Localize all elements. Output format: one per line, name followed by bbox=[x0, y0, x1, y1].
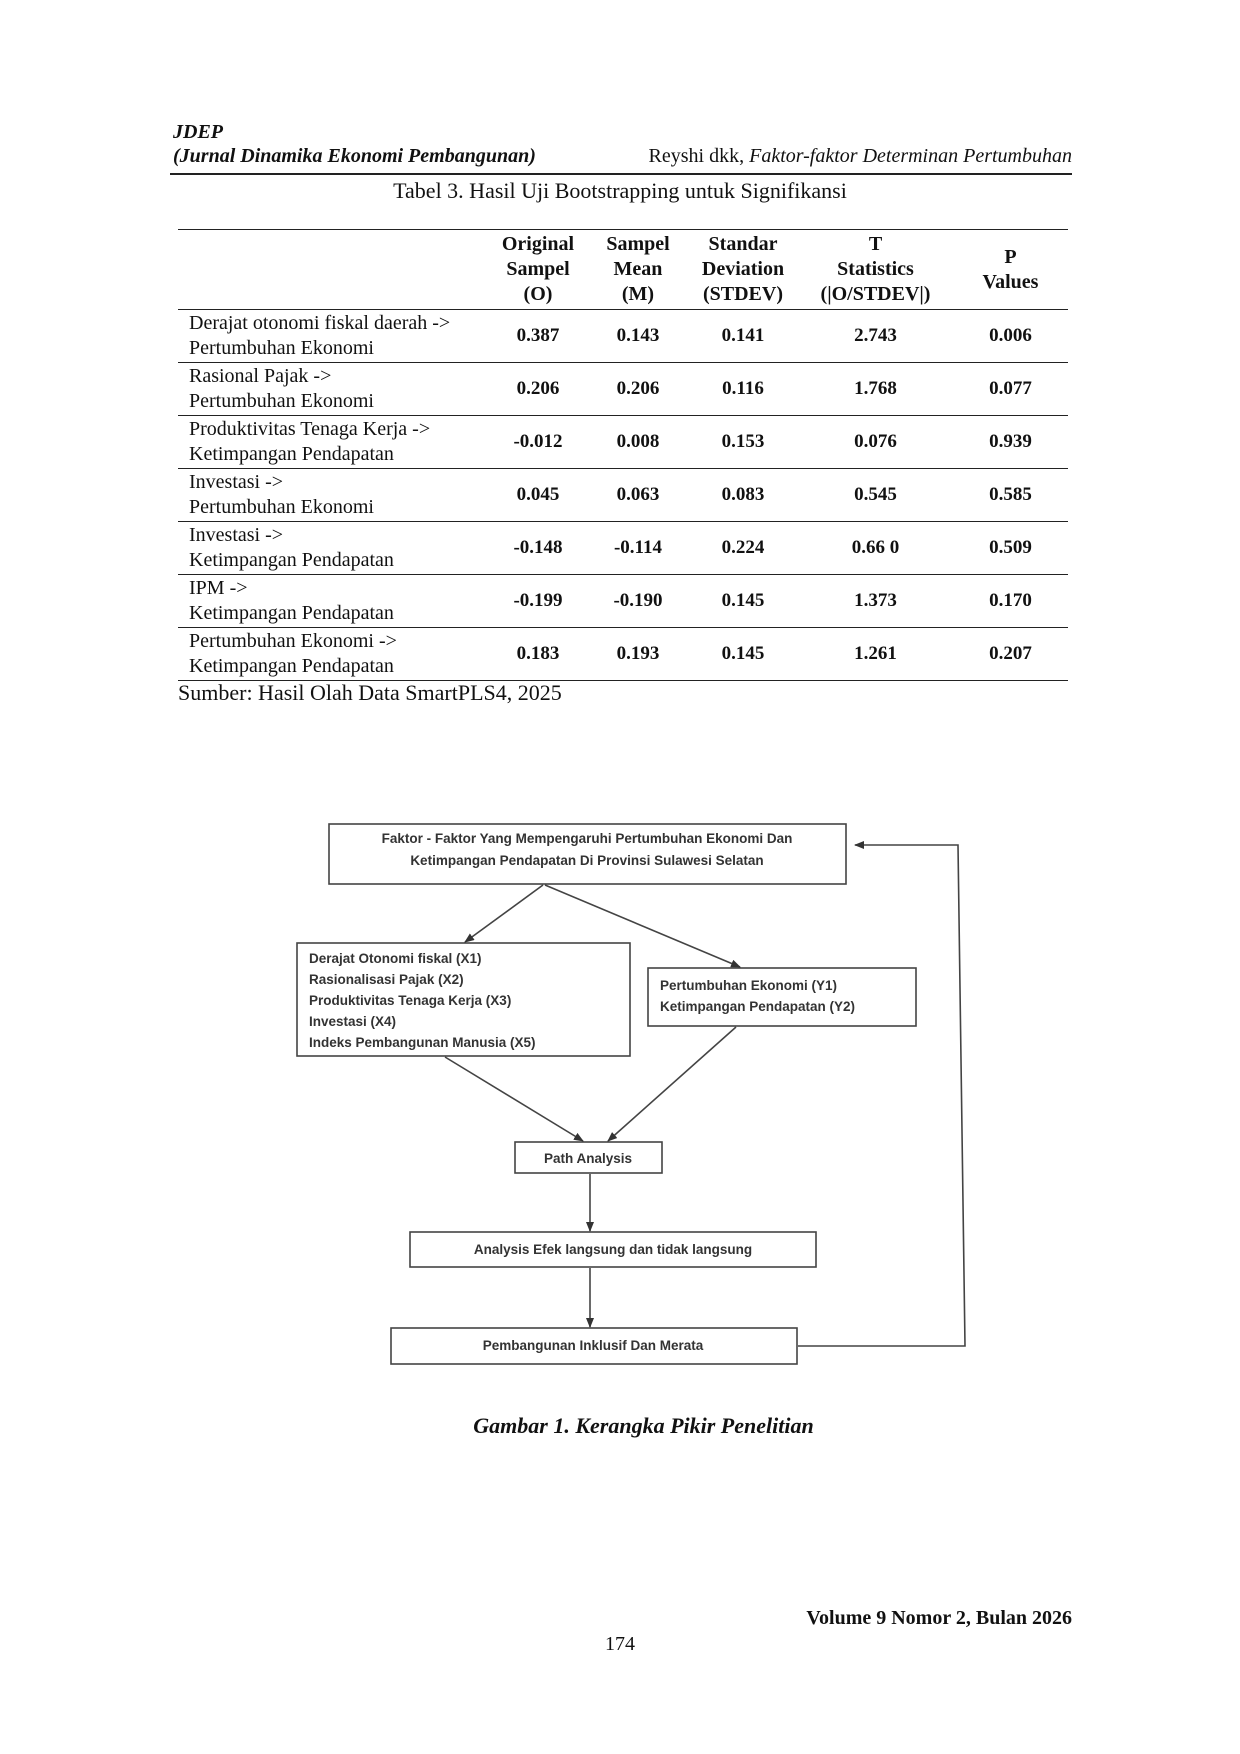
effect-analysis-label: Analysis Efek langsung dan tidak langsung bbox=[473, 1242, 753, 1257]
header-original-sample: Original Sampel (O) bbox=[501, 233, 575, 305]
feedback-arrow bbox=[798, 845, 965, 1346]
cell-p: 0.585 bbox=[989, 484, 1032, 505]
cell-mean: 0.008 bbox=[616, 431, 660, 452]
cell-p: 0.006 bbox=[989, 325, 1032, 346]
cell-t: 1.768 bbox=[854, 378, 897, 399]
path-analysis-label: Path Analysis bbox=[543, 1151, 633, 1166]
row-label: Rasional Pajak -> Pertumbuhan Ekonomi bbox=[189, 365, 374, 412]
arrow-top-to-variables bbox=[465, 885, 543, 942]
row-label: Produktivitas Tenaga Kerja -> Ketimpangan Pendapatan bbox=[189, 418, 431, 465]
outcomes-box bbox=[648, 968, 916, 1026]
cell-original: 0.045 bbox=[516, 484, 560, 505]
cell-original: -0.012 bbox=[513, 431, 563, 452]
cell-t: 1.373 bbox=[854, 590, 897, 611]
volume-info: Volume 9 Nomor 2, Bulan 2026 bbox=[806, 1607, 1072, 1629]
cell-original: 0.387 bbox=[516, 325, 560, 346]
cell-p: 0.170 bbox=[989, 590, 1032, 611]
header-p-values: P Values bbox=[982, 245, 1039, 293]
cell-mean: -0.190 bbox=[613, 590, 663, 611]
header-sample-mean: Sampel Mean (M) bbox=[606, 233, 670, 305]
cell-original: 0.183 bbox=[516, 643, 560, 664]
header-t-statistics: T Statistics (|O/STDEV|) bbox=[820, 233, 931, 305]
variable-x5: Indeks Pembangunan Manusia (X5) bbox=[309, 1035, 536, 1050]
header-stdev: Standar Deviation (STDEV) bbox=[701, 233, 785, 305]
row-label: Investasi -> Ketimpangan Pendapatan bbox=[189, 524, 394, 571]
row-label: Derajat otonomi fiskal daerah -> Pertumbuhan Ekonomi bbox=[189, 312, 451, 359]
final-box-label: Pembangunan Inklusif Dan Merata bbox=[482, 1338, 704, 1353]
cell-mean: 0.063 bbox=[616, 484, 660, 505]
row-label: IPM -> Ketimpangan Pendapatan bbox=[189, 577, 394, 624]
cell-original: -0.199 bbox=[513, 590, 563, 611]
top-box-line2: Ketimpangan Pendapatan Di Provinsi Sulawesi Selatan bbox=[410, 853, 764, 868]
row-label: Investasi -> Pertumbuhan Ekonomi bbox=[189, 471, 374, 518]
variable-x3: Produktivitas Tenaga Kerja (X3) bbox=[309, 993, 512, 1008]
cell-t: 2.743 bbox=[854, 325, 897, 346]
journal-abbr: JDEP bbox=[173, 121, 223, 143]
outcome-y1: Pertumbuhan Ekonomi (Y1) bbox=[660, 978, 838, 993]
page-number: 174 bbox=[605, 1633, 635, 1655]
cell-mean: 0.143 bbox=[616, 325, 660, 346]
cell-original: 0.206 bbox=[516, 378, 560, 399]
cell-p: 0.939 bbox=[989, 431, 1032, 452]
cell-mean: 0.193 bbox=[616, 643, 660, 664]
cell-stdev: 0.141 bbox=[721, 325, 765, 346]
arrow-top-to-outcomes bbox=[545, 885, 740, 967]
cell-p: 0.077 bbox=[989, 378, 1032, 399]
variable-x1: Derajat Otonomi fiskal (X1) bbox=[309, 951, 482, 966]
cell-t: 0.545 bbox=[854, 484, 897, 505]
cell-original: -0.148 bbox=[513, 537, 563, 558]
arrow-outcomes-to-path bbox=[608, 1027, 736, 1141]
table-source: Sumber: Hasil Olah Data SmartPLS4, 2025 bbox=[178, 680, 562, 705]
header-title: Faktor-faktor Determinan Pertumbuhan bbox=[749, 145, 1072, 167]
cell-stdev: 0.083 bbox=[721, 484, 765, 505]
variable-x2: Rasionalisasi Pajak (X2) bbox=[309, 972, 464, 987]
variable-x4: Investasi (X4) bbox=[309, 1014, 397, 1029]
arrow-variables-to-path bbox=[445, 1057, 583, 1141]
cell-t: 0.66 0 bbox=[851, 537, 900, 558]
row-label: Pertumbuhan Ekonomi -> Ketimpangan Pendapatan bbox=[189, 630, 397, 677]
cell-p: 0.509 bbox=[989, 537, 1032, 558]
cell-stdev: 0.145 bbox=[721, 590, 765, 611]
journal-full-name: (Jurnal Dinamika Ekonomi Pembangunan) bbox=[173, 145, 536, 167]
top-box-line1: Faktor - Faktor Yang Mempengaruhi Pertumbuhan Ekonomi Dan bbox=[381, 831, 793, 846]
cell-stdev: 0.145 bbox=[721, 643, 765, 664]
figure-caption: Gambar 1. Kerangka Pikir Penelitian bbox=[473, 1413, 814, 1438]
cell-t: 0.076 bbox=[854, 431, 897, 452]
cell-p: 0.207 bbox=[989, 643, 1032, 664]
cell-mean: -0.114 bbox=[613, 537, 663, 558]
table-caption: Tabel 3. Hasil Uji Bootstrapping untuk Signifikansi bbox=[393, 178, 847, 203]
cell-stdev: 0.224 bbox=[721, 537, 765, 558]
cell-stdev: 0.153 bbox=[721, 431, 765, 452]
cell-mean: 0.206 bbox=[616, 378, 660, 399]
outcome-y2: Ketimpangan Pendapatan (Y2) bbox=[660, 999, 856, 1014]
cell-t: 1.261 bbox=[854, 643, 897, 664]
cell-stdev: 0.116 bbox=[722, 378, 764, 399]
header-authors: Reyshi dkk, bbox=[648, 145, 745, 167]
